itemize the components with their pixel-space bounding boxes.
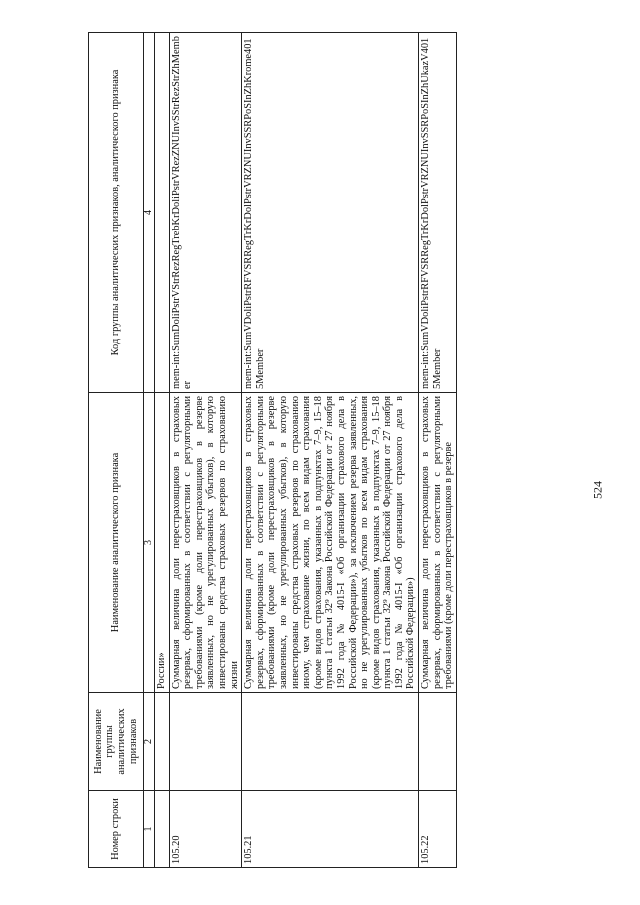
continuation-row (155, 33, 170, 868)
cell-empty (155, 33, 170, 393)
header-code: Код группы аналитических признаков, аналитического признака (89, 33, 144, 393)
row-code: mem-int:SumDoliPstrVStrRezRegTrebKrDoliPstrVRezZNUInvSStrRezStrZhMember (169, 33, 242, 393)
row-number: 105.21 (242, 791, 419, 868)
row-group (419, 693, 457, 791)
table-row (169, 33, 242, 868)
column-number: 4 (144, 33, 155, 393)
row-attribute-name: Суммарная величина доли перестраховщиков в страховых резервах, сформированных в соответствии с регуляторными требованиями (кроме доли перестраховщиков в резерве (419, 393, 457, 693)
page-number: 524 (590, 481, 605, 499)
row-attribute-name: Суммарная величина доли перестраховщиков в страховых резервах, сформированных в соответствии с регуляторными требованиями (кроме доли перестраховщиков в резерве заявленных, но не урегулированных убытков), в которую инвестированы средства страховых резервов по страхованию жизни (169, 393, 242, 693)
column-number: 3 (144, 393, 155, 693)
continuation-text: России» (155, 393, 170, 693)
table-row (419, 33, 457, 868)
cell-empty (155, 693, 170, 791)
row-attribute-name: Суммарная величина доли перестраховщиков в страховых резервах, сформированных в соответствии с регуляторными требованиями (кроме доли перестраховщиков в резерве заявленных, но не урегулированных убытков), в которую инвестированы средства страховых резервов по страхованию иному, чем страхование жизни, по всем видам страхования (кроме видов страхования, указанных в подпунктах 7–9, 15–18 пункта 1 статьи 32⁹ Закона Российской Федерации от 27 ноября 1992 года № 4015-I «Об организации страхового дела в Российской Федерации»), за исключением резерва заявленных, но не урегулированных убытков по всем видам страхования (кроме видов страхования, указанных в подпунктах 7–9, 15–18 пункта 1 статьи 32⁹ Закона Российской Федерации от 27 ноября 1992 года № 4015-I «Об организации страхового дела в Российской Федерации») (242, 393, 419, 693)
cell-empty (155, 791, 170, 868)
row-group (242, 693, 419, 791)
column-number: 1 (144, 791, 155, 868)
row-number: 105.20 (169, 791, 242, 868)
row-code: mem-int:SumVDoliPstrRFVSRRegTrKrDolPstrVRZNUInvSSRPoSInZhKrome4015Member (242, 33, 419, 393)
rotated-table-wrapper (88, 33, 584, 868)
header-row (89, 33, 144, 868)
header-row-number: Номер строки (89, 791, 144, 868)
column-number: 2 (144, 693, 155, 791)
header-attribute-name: Наименование аналитического признака (89, 393, 144, 693)
row-group (169, 693, 242, 791)
header-group-name: Наименование группы аналитических признаков (89, 693, 144, 791)
attributes-table (88, 32, 457, 868)
rotated-table-canvas (88, 33, 584, 868)
column-numbers-row (144, 33, 155, 868)
table-row (242, 33, 419, 868)
row-number: 105.22 (419, 791, 457, 868)
row-code: mem-int:SumVDoliPstrRFVSRRegTrKrDolPstrVRZNUInvSSRPoSInZhUkazV4015Member (419, 33, 457, 393)
